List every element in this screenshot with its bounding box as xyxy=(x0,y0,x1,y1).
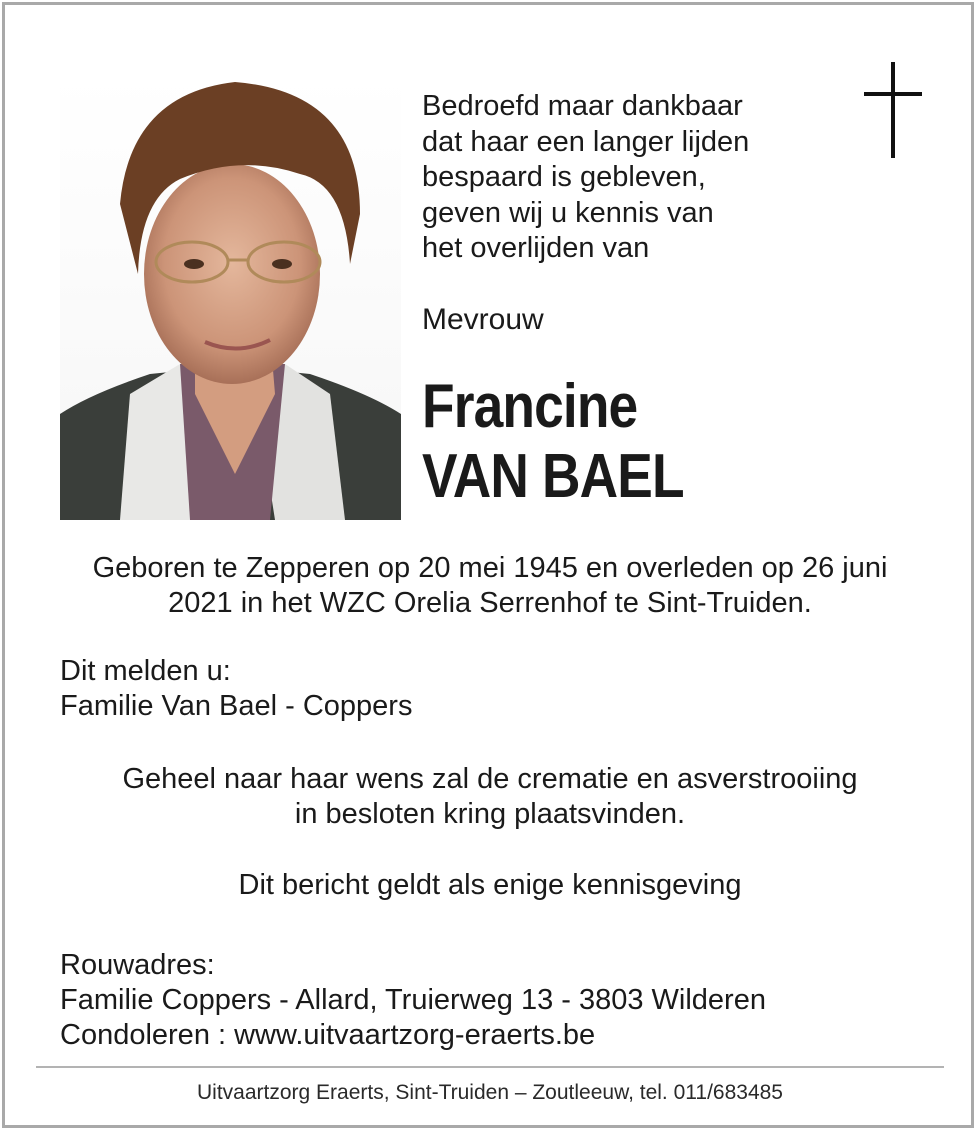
address-line: Familie Coppers - Allard, Truierweg 13 - 3803 Wilderen xyxy=(60,984,766,1016)
salutation: Mevrouw xyxy=(422,303,544,336)
announcers-label: Dit melden u: xyxy=(60,655,231,687)
deceased-name xyxy=(422,372,684,512)
intro-line: Bedroefd maar dankbaar xyxy=(422,90,743,122)
wish-text xyxy=(40,762,940,832)
birth-death-line: Geboren te Zepperen op 20 mei 1945 en overleden op 26 juni xyxy=(92,552,888,584)
footer-divider xyxy=(36,1066,944,1068)
funeral-home-footer: Uitvaartzorg Eraerts, Sint-Truiden – Zoutleeuw, tel. 011/683485 xyxy=(197,1081,783,1104)
portrait-photo xyxy=(60,74,401,520)
mourning-address xyxy=(60,948,766,1053)
intro-line: bespaard is gebleven, xyxy=(422,161,706,193)
first-name: Francine xyxy=(422,372,638,441)
intro-line: het overlijden van xyxy=(422,232,650,264)
address-label: Rouwadres: xyxy=(60,949,215,981)
birth-death-line: 2021 in het WZC Orelia Serrenhof te Sint-Truiden. xyxy=(168,587,812,619)
intro-line: dat haar een langer lijden xyxy=(422,125,750,158)
announcers-family: Familie Van Bael - Coppers xyxy=(60,690,413,722)
intro-line: geven wij u kennis van xyxy=(422,196,714,229)
wish-line: Geheel naar haar wens zal de crematie en asverstrooiing xyxy=(122,763,858,795)
wish-line: in besloten kring plaatsvinden. xyxy=(294,798,686,830)
cross-icon xyxy=(864,62,922,158)
notice-text: Dit bericht geldt als enige kennisgeving xyxy=(238,869,742,901)
last-name: VAN BAEL xyxy=(422,442,684,511)
intro-text xyxy=(422,89,852,267)
condolences-line: Condoleren : www.uitvaartzorg-eraerts.be xyxy=(60,1019,596,1051)
birth-death-text xyxy=(40,551,940,621)
announcers xyxy=(60,654,412,724)
